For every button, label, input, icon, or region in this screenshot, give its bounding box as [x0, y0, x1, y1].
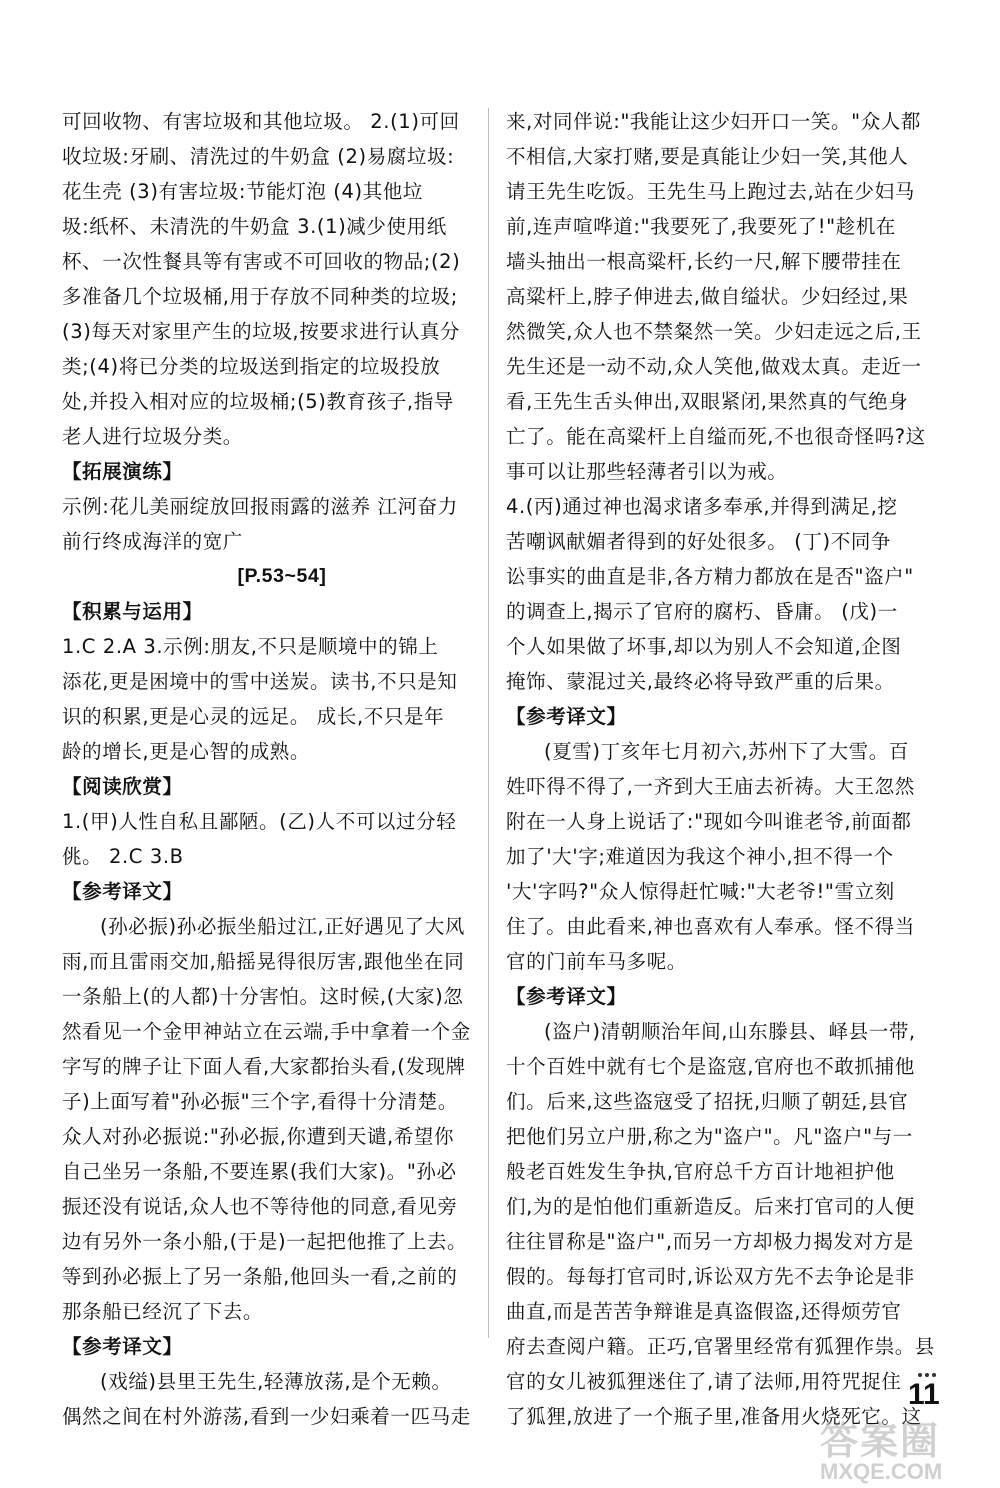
expand-answers — [62, 489, 502, 559]
section-heading-translation-1: 【参考译文】 — [62, 880, 183, 903]
text-line: (孙必振)孙必振坐船过江,正好遇见了大风 — [100, 915, 465, 938]
text-line: 看,王先生舌头伸出,双眼紧闭,果然真的气绝身 — [506, 390, 909, 413]
text-line: 前,连声喧哗道:"我要死了,我要死了!"趁机在 — [506, 215, 897, 238]
text-line: 高粱杆上,脖子伸进去,做自缢状。少妇经过,果 — [506, 285, 909, 308]
text-line: 官的女儿被狐狸迷住了,请了法师,用符咒捉住 — [506, 1370, 902, 1393]
text-line: 一条船上(的人都)十分害怕。这时候,(大家)忽 — [62, 985, 464, 1008]
text-line: 附在一人身上说话了:"现如今叫谁老爷,前面都 — [506, 810, 912, 833]
watermark-text: 答案圈 — [820, 1419, 941, 1463]
text-line: 的调查上,揭示了官府的腐朽、昏庸。 (戊)一 — [506, 600, 898, 623]
text-line: 1.C 2.A 3.示例:朋友,不只是顺境中的锦上 — [62, 635, 439, 658]
translation-xia-xue — [506, 734, 946, 979]
text-line: 振还没有说话,众人也不等待他的同意,看见旁 — [62, 1195, 458, 1218]
watermark-logo — [820, 1410, 990, 1484]
text-line: 收垃圾:牙刷、清洗过的牛奶盒 (2)易腐垃圾: — [62, 145, 455, 168]
text-line: 曲直,而是苦苦争辩谁是真盗假盗,还得烦劳官 — [506, 1300, 902, 1323]
text-line: 住了。由此看来,神也喜欢有人奉承。怪不得当 — [506, 915, 915, 938]
intro-answers — [62, 104, 502, 454]
text-line: 1.(甲)人性自私且鄙陋。(乙)人不可以过分轻 — [62, 810, 457, 833]
text-line: (3)每天对家里产生的垃圾,按要求进行认真分 — [62, 320, 461, 343]
text-line: 老人进行垃圾分类。 — [62, 425, 243, 448]
text-line: 多准备几个垃圾桶,用于存放不同种类的垃圾; — [62, 285, 458, 308]
text-line: 把他们另立户册,称之为"盗户"。凡"盗户"与一 — [506, 1125, 913, 1148]
text-line: 众人对孙必振说:"孙必振,你遭到天谴,希望你 — [62, 1125, 455, 1148]
text-line: 官的门前车马多呢。 — [506, 950, 687, 973]
page-number-dots — [918, 1362, 958, 1372]
text-line: 假的。每每打官司时,诉讼双方先不去争论是非 — [506, 1265, 915, 1288]
text-line: 可回收物、有害垃圾和其他垃圾。 2.(1)可回 — [62, 110, 460, 133]
text-line: 事可以让那些轻薄者引以为戒。 — [506, 460, 788, 483]
text-line: 识的积累,更是心灵的远足。 成长,不只是年 — [62, 705, 445, 728]
text-line: 然看见一个金甲神站立在云端,手中拿着一个金 — [62, 1020, 471, 1043]
text-line: 往往冒称是"盗户",而另一方却极力揭发对方是 — [506, 1230, 914, 1253]
text-line: 杯、一次性餐具等有害或不可回收的物品;(2) — [62, 250, 461, 273]
text-line: 雨,而且雷雨交加,船摇晃得很厉害,跟他坐在同 — [62, 950, 465, 973]
text-line: 来,对同伴说:"我能让这少妇开口一笑。"众人都 — [506, 110, 922, 133]
text-line: 府去查阅户籍。正巧,官署里经常有狐狸作祟。县 — [506, 1335, 935, 1358]
text-line: 子)上面写着"孙必振"三个字,看得十分清楚。 — [62, 1090, 458, 1113]
section-heading-reading: 【阅读欣赏】 — [62, 775, 183, 798]
text-line: 佻。 2.C 3.B — [62, 845, 184, 868]
page-number: 11 — [908, 1378, 940, 1411]
text-line: 姓吓得不得了,一齐到大王庙去祈祷。大王忽然 — [506, 775, 915, 798]
section-heading-expand: 【拓展演练】 — [62, 460, 183, 483]
accumulate-answers — [62, 629, 502, 769]
text-line: 龄的增长,更是心智的成熟。 — [62, 740, 310, 763]
text-line: '大'字吗?"众人惊得赶忙喊:"大老爷!"雪立刻 — [506, 880, 895, 903]
right-column — [506, 104, 946, 1434]
translation-xi-yi — [62, 1364, 502, 1434]
question-4-answers — [506, 489, 946, 699]
text-line: 个人如果做了坏事,却以为别人不会知道,企图 — [506, 635, 902, 658]
text-line: 圾:纸杯、未清洗的牛奶盒 3.(1)减少使用纸 — [62, 215, 447, 238]
text-line: 示例:花儿美丽绽放回报雨露的滋养 江河奋力 — [62, 495, 458, 518]
translation-sun-bizhen — [62, 909, 502, 1329]
section-heading-translation-4: 【参考译文】 — [506, 985, 627, 1008]
section-heading-translation-2: 【参考译文】 — [62, 1335, 183, 1358]
text-line: 亡了。能在高粱杆上自缢而死,不也很奇怪吗?这 — [506, 425, 926, 448]
text-line: 墙头抽出一根高粱杆,长约一尺,解下腰带挂在 — [506, 250, 902, 273]
reading-answers — [62, 804, 502, 874]
watermark-url: MXQE.COM — [820, 1459, 943, 1484]
text-line: 掩饰、蒙混过关,最终必将导致严重的后果。 — [506, 670, 895, 693]
text-line: 苦嘲讽献媚者得到的好处很多。 (丁)不同争 — [506, 530, 892, 553]
section-heading-translation-3: 【参考译文】 — [506, 705, 627, 728]
text-line: 花生壳 (3)有害垃圾:节能灯泡 (4)其他垃 — [62, 180, 424, 203]
text-line: 请王先生吃饭。王先生马上跑过去,站在少妇马 — [506, 180, 915, 203]
text-line: 十个百姓中就有七个是盗寇,官府也不敢抓捕他 — [506, 1055, 915, 1078]
text-line: 前行终成海洋的宽广 — [62, 530, 243, 553]
text-line: 不相信,大家打赌,要是真能让少妇一笑,其他人 — [506, 145, 909, 168]
text-line: (盗户)清朝顺治年间,山东滕县、峄县一带, — [544, 1020, 916, 1043]
text-line: (戏缢)县里王先生,轻薄放荡,是个无赖。 — [100, 1370, 452, 1393]
text-line: 了狐狸,放进了一个瓶子里,准备用火烧死它。这 — [506, 1405, 922, 1428]
translation-dao-hu — [506, 1014, 946, 1434]
text-line: 添花,更是困境中的雪中送炭。读书,不只是知 — [62, 670, 458, 693]
left-column — [62, 104, 502, 1434]
text-line: 讼事实的曲直是非,各方精力都放在是否"盗户" — [506, 565, 914, 588]
text-line: 们。后来,这些盗寇受了招抚,归顺了朝廷,县官 — [506, 1090, 909, 1113]
text-line: 处,并投入相对应的垃圾桶;(5)教育孩子,指导 — [62, 390, 454, 413]
text-line: 般老百姓发生争执,官府总千方百计地袒护他 — [506, 1160, 895, 1183]
translation-xi-yi-continued — [506, 104, 946, 489]
page-reference: [P.53~54] — [237, 565, 327, 587]
text-line: 加了'大'字;难道因为我这个神小,担不得一个 — [506, 845, 894, 868]
text-line: 先生还是一动不动,众人笑他,做戏太真。走近一 — [506, 355, 922, 378]
text-line: 自己坐另一条船,不要连累(我们大家)。"孙必 — [62, 1160, 457, 1183]
text-line: 然微笑,众人也不禁粲然一笑。少妇走远之后,王 — [506, 320, 922, 343]
text-line: 们,为的是怕他们重新造反。后来打官司的人便 — [506, 1195, 915, 1218]
text-line: 类;(4)将已分类的垃圾送到指定的垃圾投放 — [62, 355, 441, 378]
text-line: 那条船已经沉了下去。 — [62, 1300, 264, 1323]
text-line: 等到孙必振上了另一条船,他回头一看,之前的 — [62, 1265, 458, 1288]
text-line: 偶然之间在村外游荡,看到一少妇乘着一匹马走 — [62, 1405, 471, 1428]
section-heading-accumulate: 【积累与运用】 — [62, 600, 203, 623]
text-line: 4.(丙)通过神也渴求诸多奉承,并得到满足,挖 — [506, 495, 898, 518]
text-line: 字写的牌子让下面人看,大家都抬头看,(发现牌 — [62, 1055, 466, 1078]
text-line: 边有另外一条小船,(于是)一起把他推了上去。 — [62, 1230, 468, 1253]
text-line: (夏雪)丁亥年七月初六,苏州下了大雪。百 — [544, 740, 909, 763]
